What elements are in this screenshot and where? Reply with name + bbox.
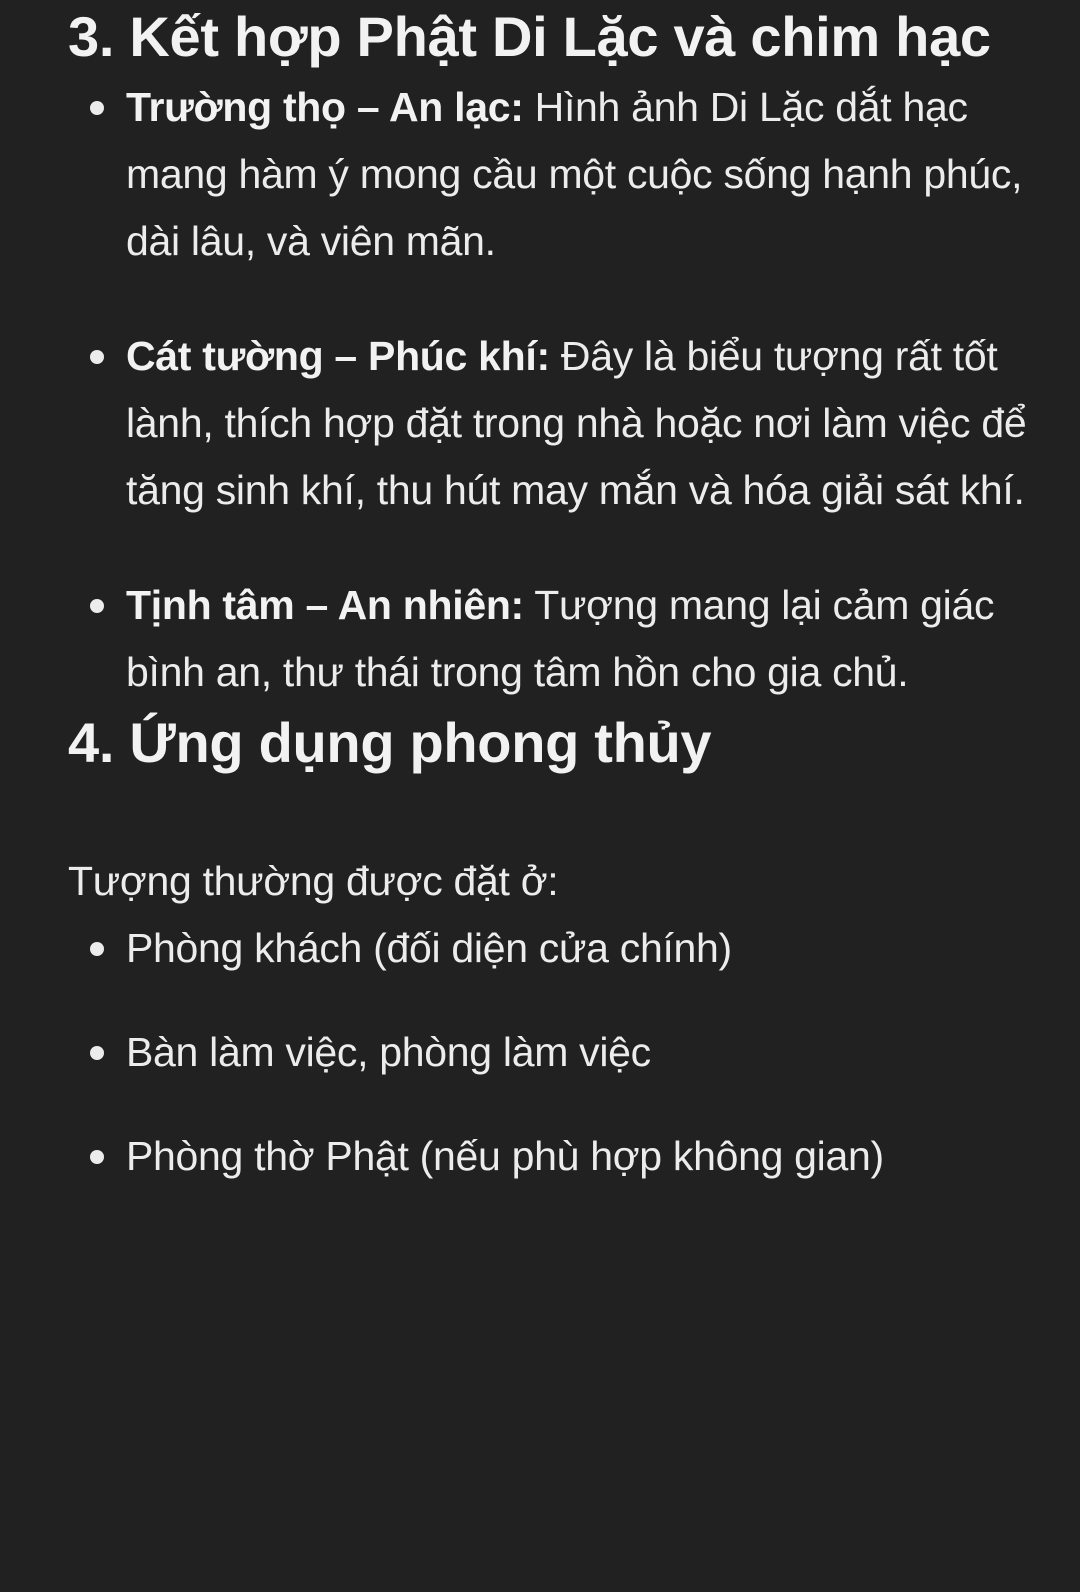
list-item xyxy=(68,1019,1034,1086)
list-item xyxy=(68,74,1034,275)
placement-list xyxy=(68,915,1034,1190)
bullet-description: Bàn làm việc, phòng làm việc xyxy=(126,1029,651,1075)
bullet-dot-icon xyxy=(90,1150,104,1164)
bullet-description: Phòng thờ Phật (nếu phù hợp không gian) xyxy=(126,1133,884,1179)
bullet-description: Tượng mang lại cảm giác bình an, thư thái trong tâm hồn cho gia chủ. xyxy=(126,582,995,695)
list-item xyxy=(68,323,1034,524)
bullet-dot-icon xyxy=(90,101,104,115)
bullet-description: Hình ảnh Di Lặc dắt hạc mang hàm ý mong cầu một cuộc sống hạnh phúc, dài lâu, và viên mãn. xyxy=(126,84,1023,264)
bullet-term: Cát tường – Phúc khí: xyxy=(126,333,550,379)
section-heading-4: 4. Ứng dụng phong thủy xyxy=(68,711,712,774)
bullet-dot-icon xyxy=(90,942,104,956)
bullet-dot-icon xyxy=(90,599,104,613)
bullet-description: Phòng khách (đối diện cửa chính) xyxy=(126,925,732,971)
list-item xyxy=(68,572,1034,706)
bullet-dot-icon xyxy=(90,350,104,364)
bullet-dot-icon xyxy=(90,1046,104,1060)
section-heading-3: 3. Kết hợp Phật Di Lặc và chim hạc xyxy=(68,5,991,68)
list-item xyxy=(68,915,1034,982)
bullet-term: Tịnh tâm – An nhiên: xyxy=(126,582,524,628)
bullet-term: Trường thọ – An lạc: xyxy=(126,84,524,130)
list-item xyxy=(68,1123,1034,1190)
meaning-list xyxy=(68,74,1034,706)
bullet-description: Đây là biểu tượng rất tốt lành, thích hợp đặt trong nhà hoặc nơi làm việc để tăng sinh khí, thu hút may mắn và hóa giải sát khí. xyxy=(126,333,1027,513)
intro-paragraph: Tượng thường được đặt ở: xyxy=(68,858,559,904)
